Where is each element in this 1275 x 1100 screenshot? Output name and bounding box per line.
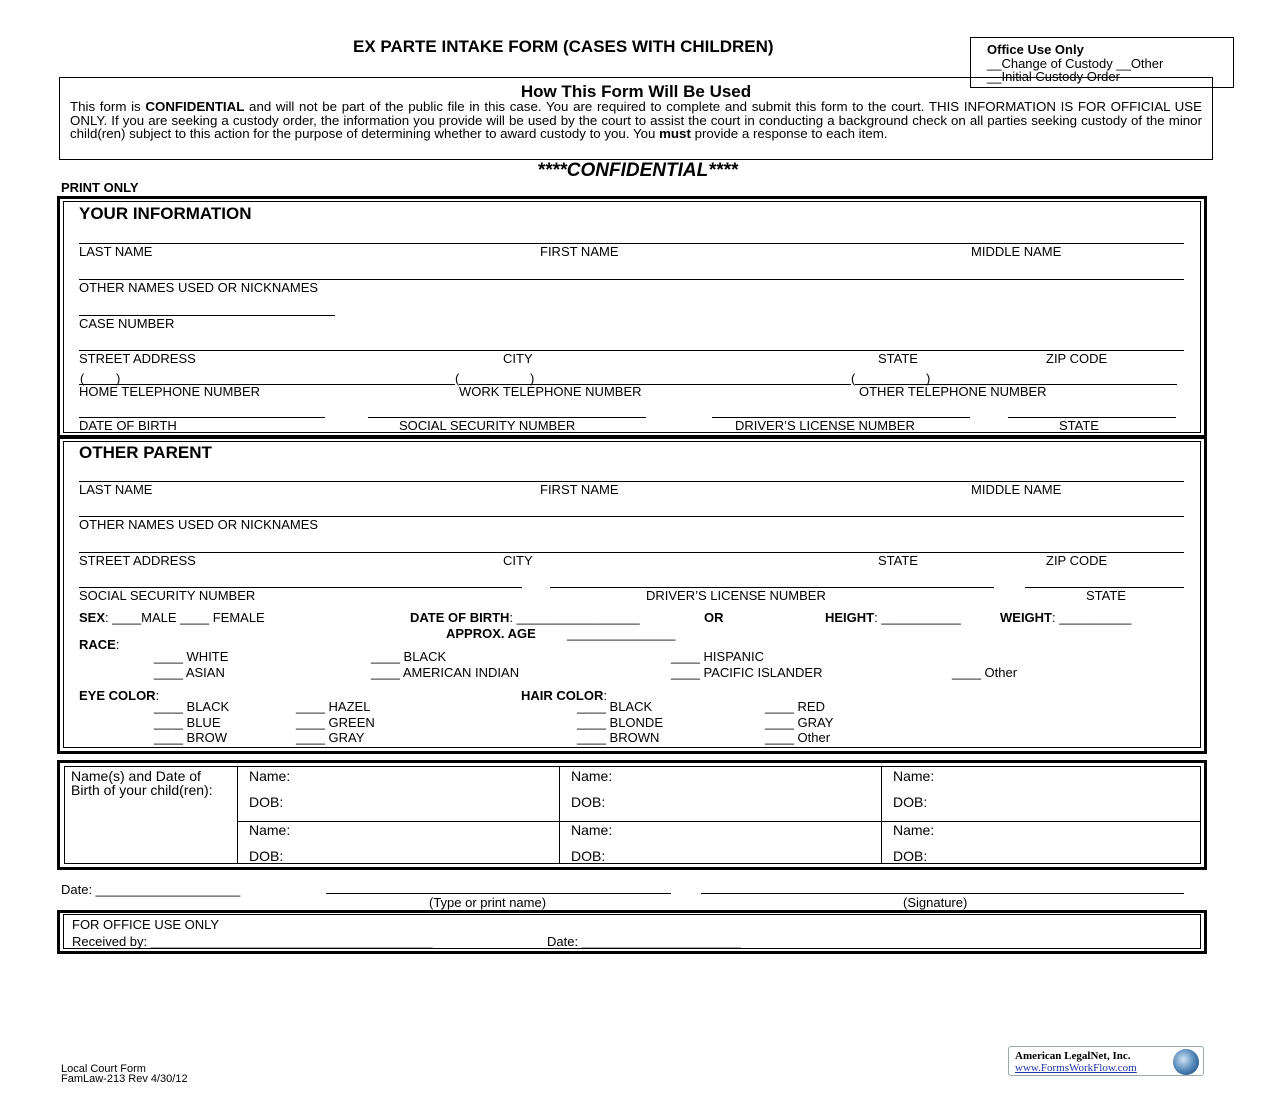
office-use-footer-title: FOR OFFICE USE ONLY: [72, 917, 220, 932]
op-eye-heading: [79, 688, 159, 703]
eye-blue[interactable]: ____ BLUE: [154, 715, 221, 730]
children-row-divider: [237, 821, 1200, 822]
office-use-title: Office Use Only: [987, 42, 1084, 57]
signature-label: (Signature): [903, 895, 968, 910]
confidential-banner: ****CONFIDENTIAL****: [537, 160, 738, 181]
office-use-line-2: __Initial Custody Order: [987, 69, 1120, 84]
op-ssn-label: SOCIAL SECURITY NUMBER: [79, 588, 256, 603]
your-last-name-label: LAST NAME: [79, 244, 153, 259]
op-sex-field[interactable]: [79, 610, 265, 625]
your-ssn-label: SOCIAL SECURITY NUMBER: [399, 418, 576, 433]
op-hair-label: HAIR COLOR: [521, 688, 604, 703]
your-address-line[interactable]: [79, 350, 1184, 351]
your-dl-label: DRIVER’S LICENSE NUMBER: [735, 418, 915, 433]
hair-red[interactable]: ____ RED: [765, 699, 825, 714]
child-1-name[interactable]: Name:: [249, 768, 291, 784]
your-middle-name-label: MIDDLE NAME: [971, 244, 1062, 259]
children-col-divider-1: [237, 767, 238, 863]
work-phone-paren-open: (: [455, 371, 460, 386]
op-race-heading: [79, 637, 119, 652]
signature-date-field[interactable]: Date: ____________________: [61, 882, 241, 897]
print-name-line[interactable]: [326, 893, 671, 894]
other-phone-label: OTHER TELEPHONE NUMBER: [859, 384, 1047, 399]
hair-black[interactable]: ____ BLACK: [577, 699, 653, 714]
op-weight-field[interactable]: [1000, 610, 1132, 625]
print-name-label: (Type or print name): [429, 895, 547, 910]
your-first-name-label: FIRST NAME: [540, 244, 619, 259]
op-eye-colon: :: [155, 688, 160, 703]
footer-line-2: FamLaw-213 Rev 4/30/12: [61, 1073, 188, 1085]
child-6-name[interactable]: Name:: [893, 822, 935, 838]
children-table: [64, 766, 1201, 864]
home-phone-paren-open: (: [80, 371, 85, 386]
children-col-divider-2: [559, 767, 560, 863]
op-other-names-label: OTHER NAMES USED OR NICKNAMES: [79, 517, 319, 532]
op-dl-label: DRIVER’S LICENSE NUMBER: [646, 588, 826, 603]
race-pacific-islander[interactable]: ____ PACIFIC ISLANDER: [671, 665, 823, 680]
op-or-label: OR: [704, 610, 724, 625]
child-4-dob[interactable]: DOB:: [249, 848, 284, 864]
op-sex-label: SEX: [79, 610, 106, 625]
op-state-label: STATE: [878, 553, 918, 568]
globe-icon: [1173, 1049, 1199, 1075]
form-title: EX PARTE INTAKE FORM (CASES WITH CHILDREN): [353, 37, 774, 56]
your-other-names-label: OTHER NAMES USED OR NICKNAMES: [79, 280, 319, 295]
other-phone-paren-open: (: [851, 371, 856, 386]
op-height-label: HEIGHT: [825, 610, 875, 625]
eye-hazel[interactable]: ____ HAZEL: [296, 699, 371, 714]
op-dob-field[interactable]: [410, 610, 640, 625]
op-height-blank: : ___________: [874, 610, 961, 625]
race-other[interactable]: ____ Other: [952, 665, 1018, 680]
child-3-dob[interactable]: DOB:: [893, 794, 928, 810]
logo-url-link[interactable]: www.FormsWorkFlow.com: [1015, 1062, 1137, 1074]
print-only-note: PRINT ONLY: [61, 180, 139, 195]
your-dob-label: DATE OF BIRTH: [79, 418, 177, 433]
your-zip-label: ZIP CODE: [1046, 351, 1108, 366]
children-label: Name(s) and Date of Birth of your child(ren):: [71, 768, 213, 798]
op-race-label: RACE: [79, 637, 116, 652]
op-street-label: STREET ADDRESS: [79, 553, 196, 568]
op-dob-label: DATE OF BIRTH: [410, 610, 510, 625]
work-phone-label: WORK TELEPHONE NUMBER: [459, 384, 642, 399]
child-3-name[interactable]: Name:: [893, 768, 935, 784]
case-number-label: CASE NUMBER: [79, 316, 175, 331]
race-hispanic[interactable]: ____ HISPANIC: [671, 649, 764, 664]
home-phone-label: HOME TELEPHONE NUMBER: [79, 384, 261, 399]
your-information-heading: YOUR INFORMATION: [79, 204, 252, 223]
race-asian[interactable]: ____ ASIAN: [154, 665, 225, 680]
how-used-confidential: CONFIDENTIAL: [145, 99, 245, 114]
op-eye-label: EYE COLOR: [79, 688, 156, 703]
child-1-dob[interactable]: DOB:: [249, 794, 284, 810]
op-middle-name-label: MIDDLE NAME: [971, 482, 1062, 497]
how-used-box: [59, 77, 1213, 160]
child-6-dob[interactable]: DOB:: [893, 848, 928, 864]
op-approx-age-blank[interactable]: _______________: [567, 626, 676, 641]
eye-green[interactable]: ____ GREEN: [296, 715, 375, 730]
op-hair-colon: :: [603, 688, 607, 703]
eye-brow[interactable]: ____ BROW: [154, 730, 227, 745]
op-sex-options: : ____MALE ____ FEMALE: [105, 610, 265, 625]
how-used-text: [70, 100, 1202, 141]
child-2-dob[interactable]: DOB:: [571, 794, 606, 810]
children-col-divider-3: [881, 767, 882, 863]
op-zip-label: ZIP CODE: [1046, 553, 1108, 568]
child-4-name[interactable]: Name:: [249, 822, 291, 838]
op-height-field[interactable]: [825, 610, 961, 625]
received-by-field[interactable]: Received by: _______________________________________: [72, 934, 433, 949]
your-street-label: STREET ADDRESS: [79, 351, 196, 366]
other-parent-heading: OTHER PARENT: [79, 443, 212, 462]
how-used-must: must: [659, 126, 691, 142]
op-weight-label: WEIGHT: [1000, 610, 1052, 625]
how-used-p1: This form is: [70, 99, 146, 114]
your-city-label: CITY: [503, 351, 533, 366]
race-black[interactable]: ____ BLACK: [371, 649, 447, 664]
your-state-label: STATE: [878, 351, 918, 366]
hair-other[interactable]: ____ Other: [765, 730, 831, 745]
how-used-p1-rest: and will not be part of the public file in this case. You are required to complete and submit this form to the court. THIS INFORMATION IS FOR OFFICIAL USE ONLY. If you are seeking a custody order, the information you provide will be used by the court to assist the court in conducting a background check on all parties seeking custody of the minor child(ren) subject to this action for the purpose of determining whether to award custody to you. You: [70, 99, 1202, 142]
race-white[interactable]: ____ WHITE: [154, 649, 229, 664]
logo-company-name: American LegalNet, Inc.: [1015, 1050, 1131, 1062]
op-approx-age-label: APPROX. AGE: [446, 626, 536, 641]
publisher-logo[interactable]: [1008, 1046, 1204, 1076]
race-american-indian[interactable]: ____ AMERICAN INDIAN: [371, 665, 520, 680]
child-5-dob[interactable]: DOB:: [571, 848, 606, 864]
your-dl-state-label: STATE: [1059, 418, 1099, 433]
op-dl-state-label: STATE: [1086, 588, 1126, 603]
child-2-name[interactable]: Name:: [571, 768, 613, 784]
home-phone-paren-close: ): [116, 371, 121, 386]
hair-gray[interactable]: ____ GRAY: [765, 715, 834, 730]
child-5-name[interactable]: Name:: [571, 822, 613, 838]
op-weight-blank: : __________: [1052, 610, 1132, 625]
footer-line-1: Local Court Form: [61, 1063, 146, 1075]
op-dob-blank: : _________________: [509, 610, 640, 625]
hair-brown[interactable]: ____ BROWN: [577, 730, 660, 745]
how-used-p1-end: provide a response to each item.: [690, 126, 888, 142]
op-race-colon: :: [115, 637, 120, 652]
office-use-line-1: __Change of Custody __Other: [987, 56, 1164, 71]
how-used-heading: How This Form Will Be Used: [520, 82, 752, 101]
op-last-name-label: LAST NAME: [79, 482, 153, 497]
other-phone-paren-close: ): [926, 371, 931, 386]
office-date-field[interactable]: Date: ______________________: [547, 934, 741, 949]
op-address-line[interactable]: [79, 552, 1184, 553]
hair-blonde[interactable]: ____ BLONDE: [577, 715, 663, 730]
work-phone-paren-close: ): [530, 371, 535, 386]
eye-black[interactable]: ____ BLACK: [154, 699, 230, 714]
eye-gray[interactable]: ____ GRAY: [296, 730, 365, 745]
signature-line[interactable]: [701, 893, 1184, 894]
op-first-name-label: FIRST NAME: [540, 482, 619, 497]
op-city-label: CITY: [503, 553, 533, 568]
